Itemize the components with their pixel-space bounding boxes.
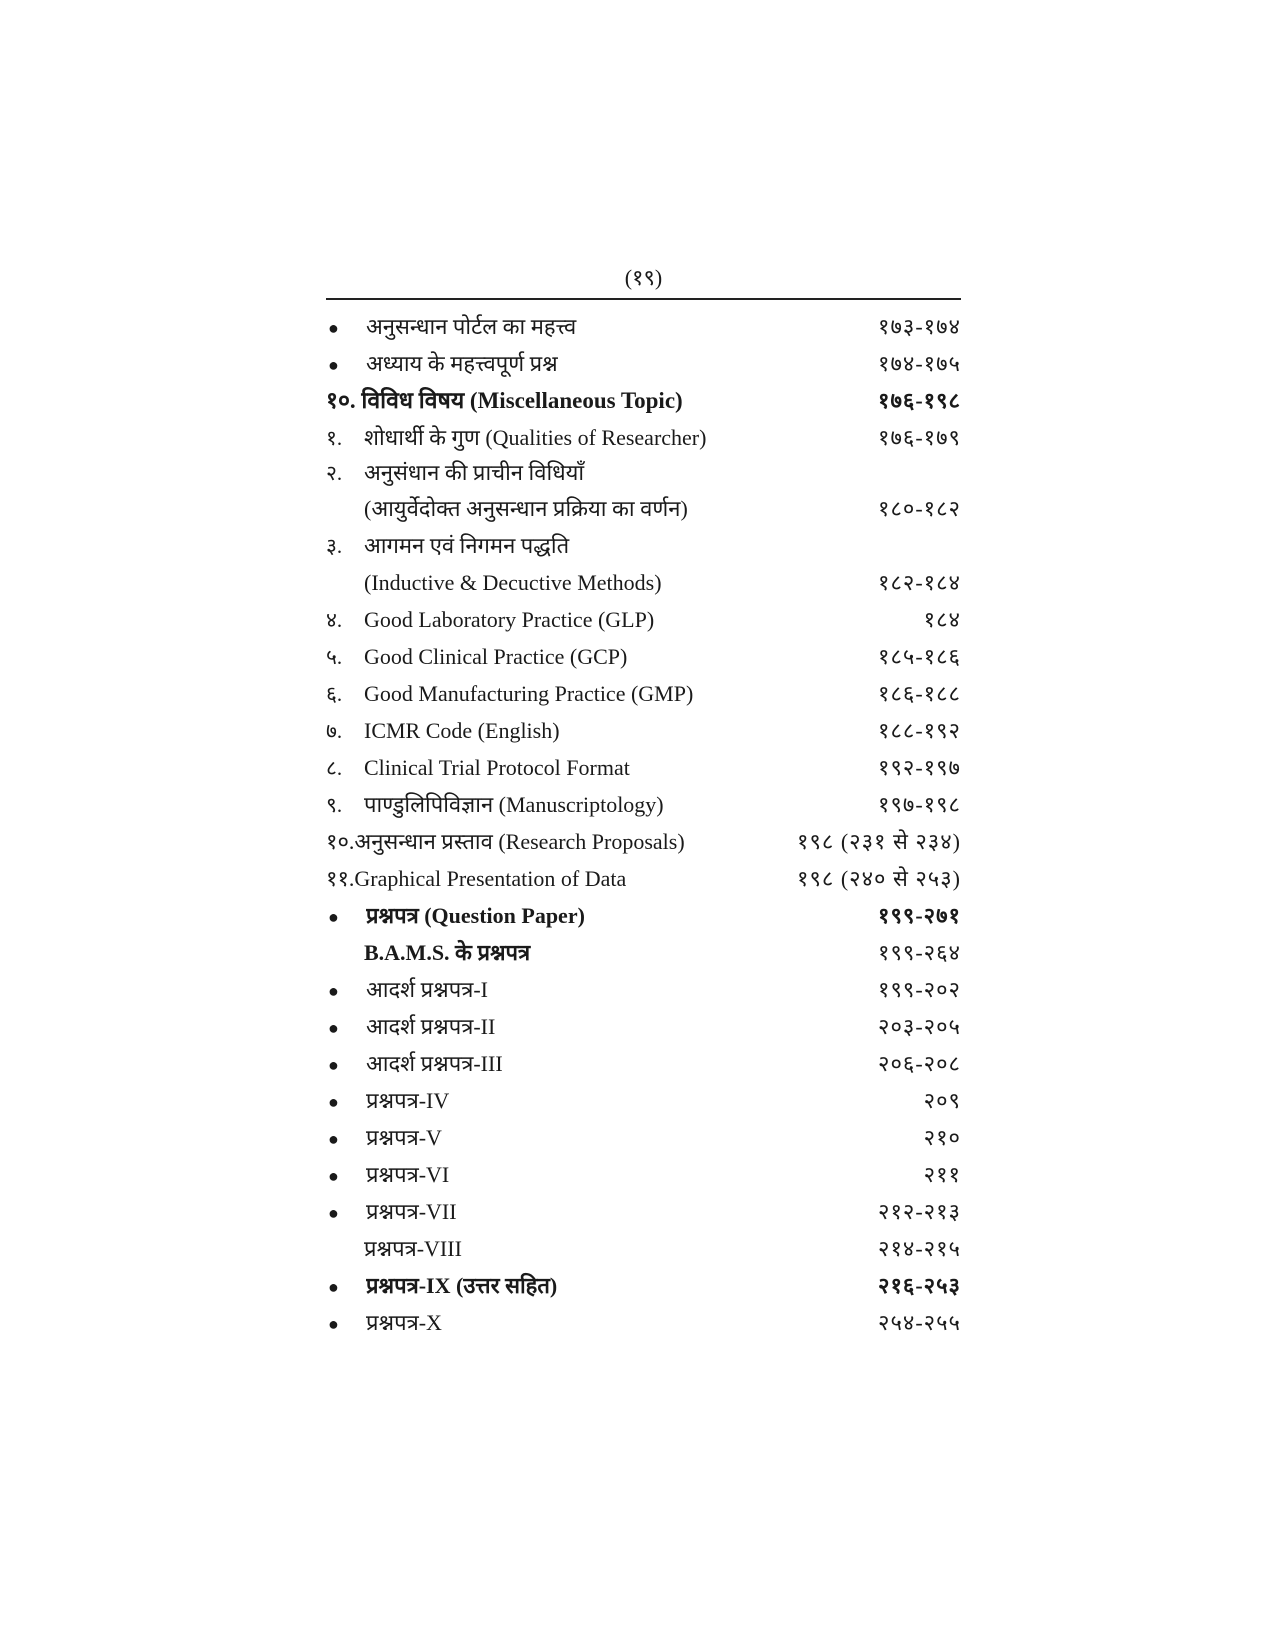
bullet-icon: ● <box>328 355 339 375</box>
toc-entry <box>326 1193 961 1230</box>
toc-entry-continuation <box>326 490 961 527</box>
entry-title: प्रश्नपत्र-IX (उत्तर सहित) <box>366 1273 558 1298</box>
entry-number: २. <box>326 461 343 485</box>
section-pages: १९९-२७१ <box>878 903 961 928</box>
toc-entry <box>326 1230 961 1267</box>
entry-title: ICMR Code (English) <box>364 718 560 743</box>
entry-pages: १९९-२६४ <box>878 940 961 965</box>
entry-pages: १८२-१८४ <box>878 570 961 595</box>
entry-title: ११.Graphical Presentation of Data <box>326 866 627 891</box>
entry-pages: १८४ <box>923 607 961 632</box>
entry-number: १. <box>326 426 343 450</box>
section-heading <box>326 897 961 934</box>
toc-entry <box>326 1304 961 1341</box>
entry-title: प्रश्नपत्र-X <box>366 1310 442 1335</box>
entry-title: (आयुर्वेदोक्त अनुसन्धान प्रक्रिया का वर्णन) <box>364 496 688 521</box>
chapter-heading <box>326 382 961 419</box>
entry-pages: १८५-१८६ <box>878 644 961 669</box>
entry-pages: २१४-२१५ <box>878 1236 961 1261</box>
entry-title: आदर्श प्रश्नपत्र-II <box>366 1014 496 1039</box>
entry-title: Good Manufacturing Practice (GMP) <box>364 681 694 706</box>
entry-number: ८. <box>326 756 343 780</box>
entry-number: ४. <box>326 608 343 632</box>
page-number: (१९) <box>624 265 663 290</box>
bullet-icon: ● <box>328 1018 339 1038</box>
entry-pages: २१२-२१३ <box>878 1199 961 1224</box>
toc-entry <box>326 1082 961 1119</box>
section-title: प्रश्नपत्र (Question Paper) <box>366 903 585 928</box>
toc-entry-continuation <box>326 564 961 601</box>
toc-entry <box>326 786 961 823</box>
entry-pages: १८८-१९२ <box>878 718 961 743</box>
entry-pages: १९८ (२३१ से २३४) <box>797 829 961 854</box>
entry-title: १०.अनुसन्धान प्रस्ताव (Research Proposals) <box>326 829 685 854</box>
toc-entry <box>326 638 961 675</box>
entry-title: B.A.M.S. के प्रश्नपत्र <box>364 940 531 965</box>
bullet-icon: ● <box>328 318 339 338</box>
entry-pages: २१६-२५३ <box>878 1273 961 1298</box>
toc-entry <box>326 419 961 456</box>
entry-title: आगमन एवं निगमन पद्धति <box>364 533 570 558</box>
chapter-pages: १७६-१९८ <box>878 388 961 413</box>
toc-entry <box>326 675 961 712</box>
entry-title: Clinical Trial Protocol Format <box>364 755 630 780</box>
bullet-icon: ● <box>328 1203 339 1223</box>
bullet-icon: ● <box>328 1277 339 1297</box>
toc-entry <box>326 1045 961 1082</box>
book-page <box>326 262 961 1341</box>
entry-title: शोधार्थी के गुण (Qualities of Researcher) <box>364 425 707 450</box>
entry-title: प्रश्नपत्र-VII <box>366 1199 457 1224</box>
entry-title: प्रश्नपत्र-V <box>366 1125 442 1150</box>
bullet-icon: ● <box>328 981 339 1001</box>
toc-entry <box>326 1156 961 1193</box>
entry-title: आदर्श प्रश्नपत्र-I <box>366 977 488 1002</box>
entry-number: ७. <box>326 719 343 743</box>
toc-entry <box>326 527 961 564</box>
toc-entry <box>326 308 961 345</box>
entry-pages: १९८ (२४० से २५३) <box>797 866 961 891</box>
bullet-icon: ● <box>328 1092 339 1112</box>
entry-pages: १८६-१८८ <box>878 681 961 706</box>
table-of-contents <box>326 308 961 1341</box>
entry-pages: १८०-१८२ <box>878 496 961 521</box>
toc-entry <box>326 1119 961 1156</box>
toc-entry <box>326 934 961 971</box>
toc-entry <box>326 601 961 638</box>
toc-entry <box>326 712 961 749</box>
bullet-icon: ● <box>328 907 339 927</box>
entry-pages: १७६-१७९ <box>878 425 961 450</box>
entry-pages: २०६-२०८ <box>878 1051 961 1076</box>
entry-pages: १९७-१९८ <box>878 792 961 817</box>
entry-pages: २०३-२०५ <box>878 1014 961 1039</box>
entry-number: ९. <box>326 793 343 817</box>
toc-entry <box>326 1008 961 1045</box>
entry-pages: २१० <box>923 1125 961 1150</box>
bullet-icon: ● <box>328 1129 339 1149</box>
entry-number: ६. <box>326 682 343 706</box>
entry-pages: १७३-१७४ <box>878 314 961 339</box>
entry-title: अनुसन्धान पोर्टल का महत्त्व <box>366 314 577 339</box>
toc-entry <box>326 823 961 860</box>
entry-title: (Inductive & Decuctive Methods) <box>364 570 662 595</box>
toc-entry <box>326 345 961 382</box>
header-rule <box>326 298 961 300</box>
entry-title: प्रश्नपत्र-VI <box>366 1162 450 1187</box>
entry-title: पाण्डुलिपिविज्ञान (Manuscriptology) <box>364 792 664 817</box>
entry-pages: १७४-१७५ <box>878 351 961 376</box>
entry-title: प्रश्नपत्र-IV <box>366 1088 450 1113</box>
entry-pages: १९२-१९७ <box>878 755 961 780</box>
entry-title: अनुसंधान की प्राचीन विधियाँ <box>364 460 585 485</box>
bullet-icon: ● <box>328 1055 339 1075</box>
toc-entry <box>326 456 961 490</box>
entry-pages: १९९-२०२ <box>878 977 961 1002</box>
entry-pages: २५४-२५५ <box>878 1310 961 1335</box>
entry-title: Good Laboratory Practice (GLP) <box>364 607 655 632</box>
bullet-icon: ● <box>328 1314 339 1334</box>
entry-pages: २०९ <box>923 1088 961 1113</box>
chapter-title: १०. विविध विषय (Miscellaneous Topic) <box>326 388 683 413</box>
entry-title: अध्याय के महत्त्वपूर्ण प्रश्न <box>366 351 558 376</box>
entry-title: प्रश्नपत्र-VIII <box>364 1236 462 1261</box>
toc-entry <box>326 1267 961 1304</box>
entry-number: ३. <box>326 534 343 558</box>
toc-entry <box>326 860 961 897</box>
entry-title: आदर्श प्रश्नपत्र-III <box>366 1051 503 1076</box>
bullet-icon: ● <box>328 1166 339 1186</box>
entry-pages: २११ <box>923 1162 961 1187</box>
entry-title: Good Clinical Practice (GCP) <box>364 644 628 669</box>
toc-entry <box>326 749 961 786</box>
entry-number: ५. <box>326 645 343 669</box>
toc-entry <box>326 971 961 1008</box>
